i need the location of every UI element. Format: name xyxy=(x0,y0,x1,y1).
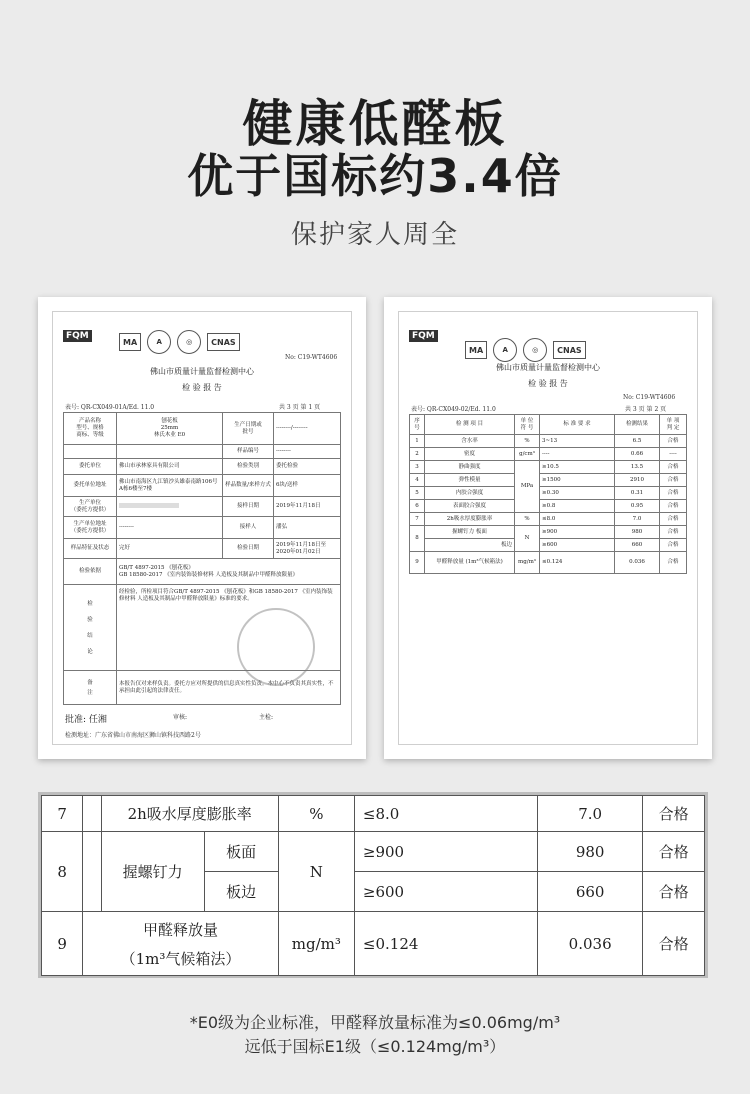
c: 合格 xyxy=(660,435,687,448)
form-no: 表号: QR-CX049-02/Ed. 11.0 xyxy=(411,406,496,413)
c: 7 xyxy=(410,513,425,526)
row8-item: 握螺钉力 xyxy=(101,832,204,912)
row7-no: 7 xyxy=(42,796,83,832)
cell: 委托单位地址 xyxy=(64,475,117,497)
row8-req1: ≥900 xyxy=(354,832,537,872)
cell: 备 注 xyxy=(64,671,117,705)
c: N xyxy=(515,526,540,552)
c: 5 xyxy=(410,487,425,500)
cell: 接样人 xyxy=(223,517,274,539)
report-table-right xyxy=(409,414,687,574)
report-no: No: C19-WT4606 xyxy=(623,394,676,401)
cell: 样品特征及状态 xyxy=(64,539,117,559)
c: % xyxy=(515,435,540,448)
row9-verdict: 合格 xyxy=(643,912,705,976)
page-no: 共 3 页 第 1 页 xyxy=(279,404,321,411)
cell: 经检验，所检项目符合GB/T 4897-2015 《刨花板》和GB 18580-2017 《室内装饰装修材料 人造板及其制品中甲醛释放限量》标准的要求。 xyxy=(117,585,341,671)
c: 内胶合强度 xyxy=(425,487,515,500)
row9-item: 甲醛释放量 xyxy=(142,920,218,939)
cell: 检验日期 xyxy=(223,539,274,559)
row9-item-method: （1m³气候箱法） xyxy=(120,949,241,968)
ac-logo: A xyxy=(147,330,171,354)
cell: -------- xyxy=(274,445,341,459)
row8-req2: ≥600 xyxy=(354,872,537,912)
cell: 检验依据 xyxy=(64,559,117,585)
cell: 佛山市南海区九江镇沙头雄泰南路106号A栋6楼至7楼 xyxy=(117,475,223,497)
ilac-logo: ◎ xyxy=(177,330,201,354)
row8-no: 8 xyxy=(42,832,83,912)
cell: 检 验 结 论 xyxy=(64,585,117,671)
c: ---- xyxy=(660,448,687,461)
c: 密度 xyxy=(425,448,515,461)
report-org: 佛山市质量计量监督检测中心 xyxy=(496,363,600,372)
c: 8 xyxy=(410,526,425,552)
cell: 6块/送样 xyxy=(274,475,341,497)
row7-requirement: ≤8.0 xyxy=(354,796,537,832)
cnas-logo: CNAS xyxy=(553,341,586,359)
header-cell: 单 项 判 定 xyxy=(660,415,687,435)
row9-no: 9 xyxy=(42,912,83,976)
c: 9 xyxy=(410,552,425,574)
reviewer-signature: 审核: xyxy=(173,714,188,721)
cell: -------- xyxy=(117,517,223,539)
header-cell: 标 准 要 求 xyxy=(540,415,615,435)
report-card-left xyxy=(38,297,366,759)
c: 660 xyxy=(615,539,660,552)
c: 2910 xyxy=(615,474,660,487)
c: ≥900 xyxy=(540,526,615,539)
row7-item: 2h吸水厚度膨胀率 xyxy=(101,796,278,832)
inspector-signature: 主检: xyxy=(259,714,274,721)
c: ≥1500 xyxy=(540,474,615,487)
c: ≥10.5 xyxy=(540,461,615,474)
row8-unit: N xyxy=(278,832,354,912)
ma-logo: MA xyxy=(465,341,487,359)
ma-logo: MA xyxy=(119,333,141,351)
c: ≤8.0 xyxy=(540,513,615,526)
header-cell: 检 测 项 目 xyxy=(425,415,515,435)
c: ≤0.124 xyxy=(540,552,615,574)
c: 甲醛释放量 (1m³气候箱法) xyxy=(425,552,515,574)
c: 13.5 xyxy=(615,461,660,474)
page-no: 共 3 页 第 2 页 xyxy=(625,406,667,413)
c: 合格 xyxy=(660,552,687,574)
c: 含水率 xyxy=(425,435,515,448)
ilac-logo: ◎ xyxy=(523,338,547,362)
row9-item-cell xyxy=(83,912,279,976)
c: ≥600 xyxy=(540,539,615,552)
row7-verdict: 合格 xyxy=(643,796,705,832)
cell: 2019年11月18日 xyxy=(274,497,341,517)
c: 合格 xyxy=(660,487,687,500)
c: 弹性模量 xyxy=(425,474,515,487)
c: 0.95 xyxy=(615,500,660,513)
cell: 生产单位地址 （委托方提供） xyxy=(64,517,117,539)
c: ≥0.30 xyxy=(540,487,615,500)
header-cell: 序号 xyxy=(410,415,425,435)
c: ≥0.8 xyxy=(540,500,615,513)
report-no: No: C19-WT4606 xyxy=(285,354,338,361)
cell: GB/T 4897-2015 《刨花板》 GB 18580-2017 《室内装饰装修材料 人造板及其制品中甲醛释放限量》 xyxy=(117,559,341,585)
approver-signature: 批准: 任湘 xyxy=(65,715,107,725)
fqm-logo: FQM xyxy=(63,330,92,342)
row8-sub1: 板面 xyxy=(204,832,278,872)
cell: 完好 xyxy=(117,539,223,559)
cell: 生产单位 （委托方提供） xyxy=(64,497,117,517)
c: 7.0 xyxy=(615,513,660,526)
form-no: 表号: QR-CX049-01A/Ed. 11.0 xyxy=(65,404,155,411)
cell: 样品数量/来样方式 xyxy=(223,475,274,497)
lab-address: 检测地址：广东省佛山市南海区狮山镇科技西路2号 xyxy=(65,732,201,739)
c: 4 xyxy=(410,474,425,487)
c: 合格 xyxy=(660,500,687,513)
c: 6.5 xyxy=(615,435,660,448)
cell: 检验类别 xyxy=(223,459,274,475)
official-stamp xyxy=(237,608,315,686)
row7-unit: % xyxy=(278,796,354,832)
c: 0.66 xyxy=(615,448,660,461)
cell: 生产日期或 批号 xyxy=(223,413,274,445)
fqm-logo: FQM xyxy=(409,330,438,342)
report-card-right xyxy=(384,297,712,759)
report-title: 检 验 报 告 xyxy=(182,383,222,392)
c: 合格 xyxy=(660,461,687,474)
footnote-line2: 远低于国标E1级（≤0.124mg/m³） xyxy=(244,1037,506,1056)
c: 静曲强度 xyxy=(425,461,515,474)
row8-res2: 660 xyxy=(538,872,643,912)
c: 6 xyxy=(410,500,425,513)
c: 合格 xyxy=(660,539,687,552)
footnote-line1: *E0级为企业标准，甲醛释放量标准为≤0.06mg/m³ xyxy=(189,1013,561,1032)
row8-spacer xyxy=(83,832,102,912)
c: 握螺钉力 板面 xyxy=(425,526,515,539)
c: MPa xyxy=(515,461,540,513)
row8-sub2: 板边 xyxy=(204,872,278,912)
row9-result: 0.036 xyxy=(538,912,643,976)
row8-res1: 980 xyxy=(538,832,643,872)
cell: 样品编号 xyxy=(223,445,274,459)
c: 0.036 xyxy=(615,552,660,574)
c: mg/m³ xyxy=(515,552,540,574)
cell: 产品名称 型号、规格 商标、等级 xyxy=(64,413,117,445)
report-org: 佛山市质量计量监督检测中心 xyxy=(150,367,254,376)
blurred-cell xyxy=(117,497,223,517)
cell: 潘弘 xyxy=(274,517,341,539)
cnas-logo: CNAS xyxy=(207,333,240,351)
c: 板边 xyxy=(425,539,515,552)
cell: 2019年11月18日至 2020年01月02日 xyxy=(274,539,341,559)
row8-v2: 合格 xyxy=(643,872,705,912)
cell: 委托单位 xyxy=(64,459,117,475)
headline-line1: 健康低醛板 xyxy=(242,95,508,153)
c: 合格 xyxy=(660,526,687,539)
ac-logo: A xyxy=(493,338,517,362)
c: 980 xyxy=(615,526,660,539)
c: g/cm³ xyxy=(515,448,540,461)
header-cell: 检测结果 xyxy=(615,415,660,435)
c: 0.31 xyxy=(615,487,660,500)
c: 合格 xyxy=(660,513,687,526)
cell: 委托检验 xyxy=(274,459,341,475)
row7-result: 7.0 xyxy=(538,796,643,832)
headline-line2: 优于国标约3.4倍 xyxy=(187,149,563,203)
c: 表面胶合强度 xyxy=(425,500,515,513)
cell: 接样日期 xyxy=(223,497,274,517)
c: ---- xyxy=(540,448,615,461)
cell: 佛山市承林家具有限公司 xyxy=(117,459,223,475)
row9-unit: mg/m³ xyxy=(278,912,354,976)
c: 合格 xyxy=(660,474,687,487)
c: % xyxy=(515,513,540,526)
row7-spacer xyxy=(83,796,102,832)
cell: --------/-------- xyxy=(274,413,341,445)
subtitle: 保护家人周全 xyxy=(290,220,459,250)
row9-requirement: ≤0.124 xyxy=(354,912,537,976)
row8-v1: 合格 xyxy=(643,832,705,872)
zoomed-results-table xyxy=(38,792,708,978)
c: 2 xyxy=(410,448,425,461)
c: 3 xyxy=(410,461,425,474)
c: 1 xyxy=(410,435,425,448)
c: 3~13 xyxy=(540,435,615,448)
cell: 本报告仅对来样负责。委托方应对所提供的信息真实性负责。本中心不负责其真实性，不承担由此引起的法律责任。 xyxy=(117,671,341,705)
header-cell: 单 位 符 号 xyxy=(515,415,540,435)
c: 2h吸水厚度膨胀率 xyxy=(425,513,515,526)
report-title: 检 验 报 告 xyxy=(528,379,568,388)
cell: 刨花板 25mm 林氏木业 E0 xyxy=(117,413,223,445)
